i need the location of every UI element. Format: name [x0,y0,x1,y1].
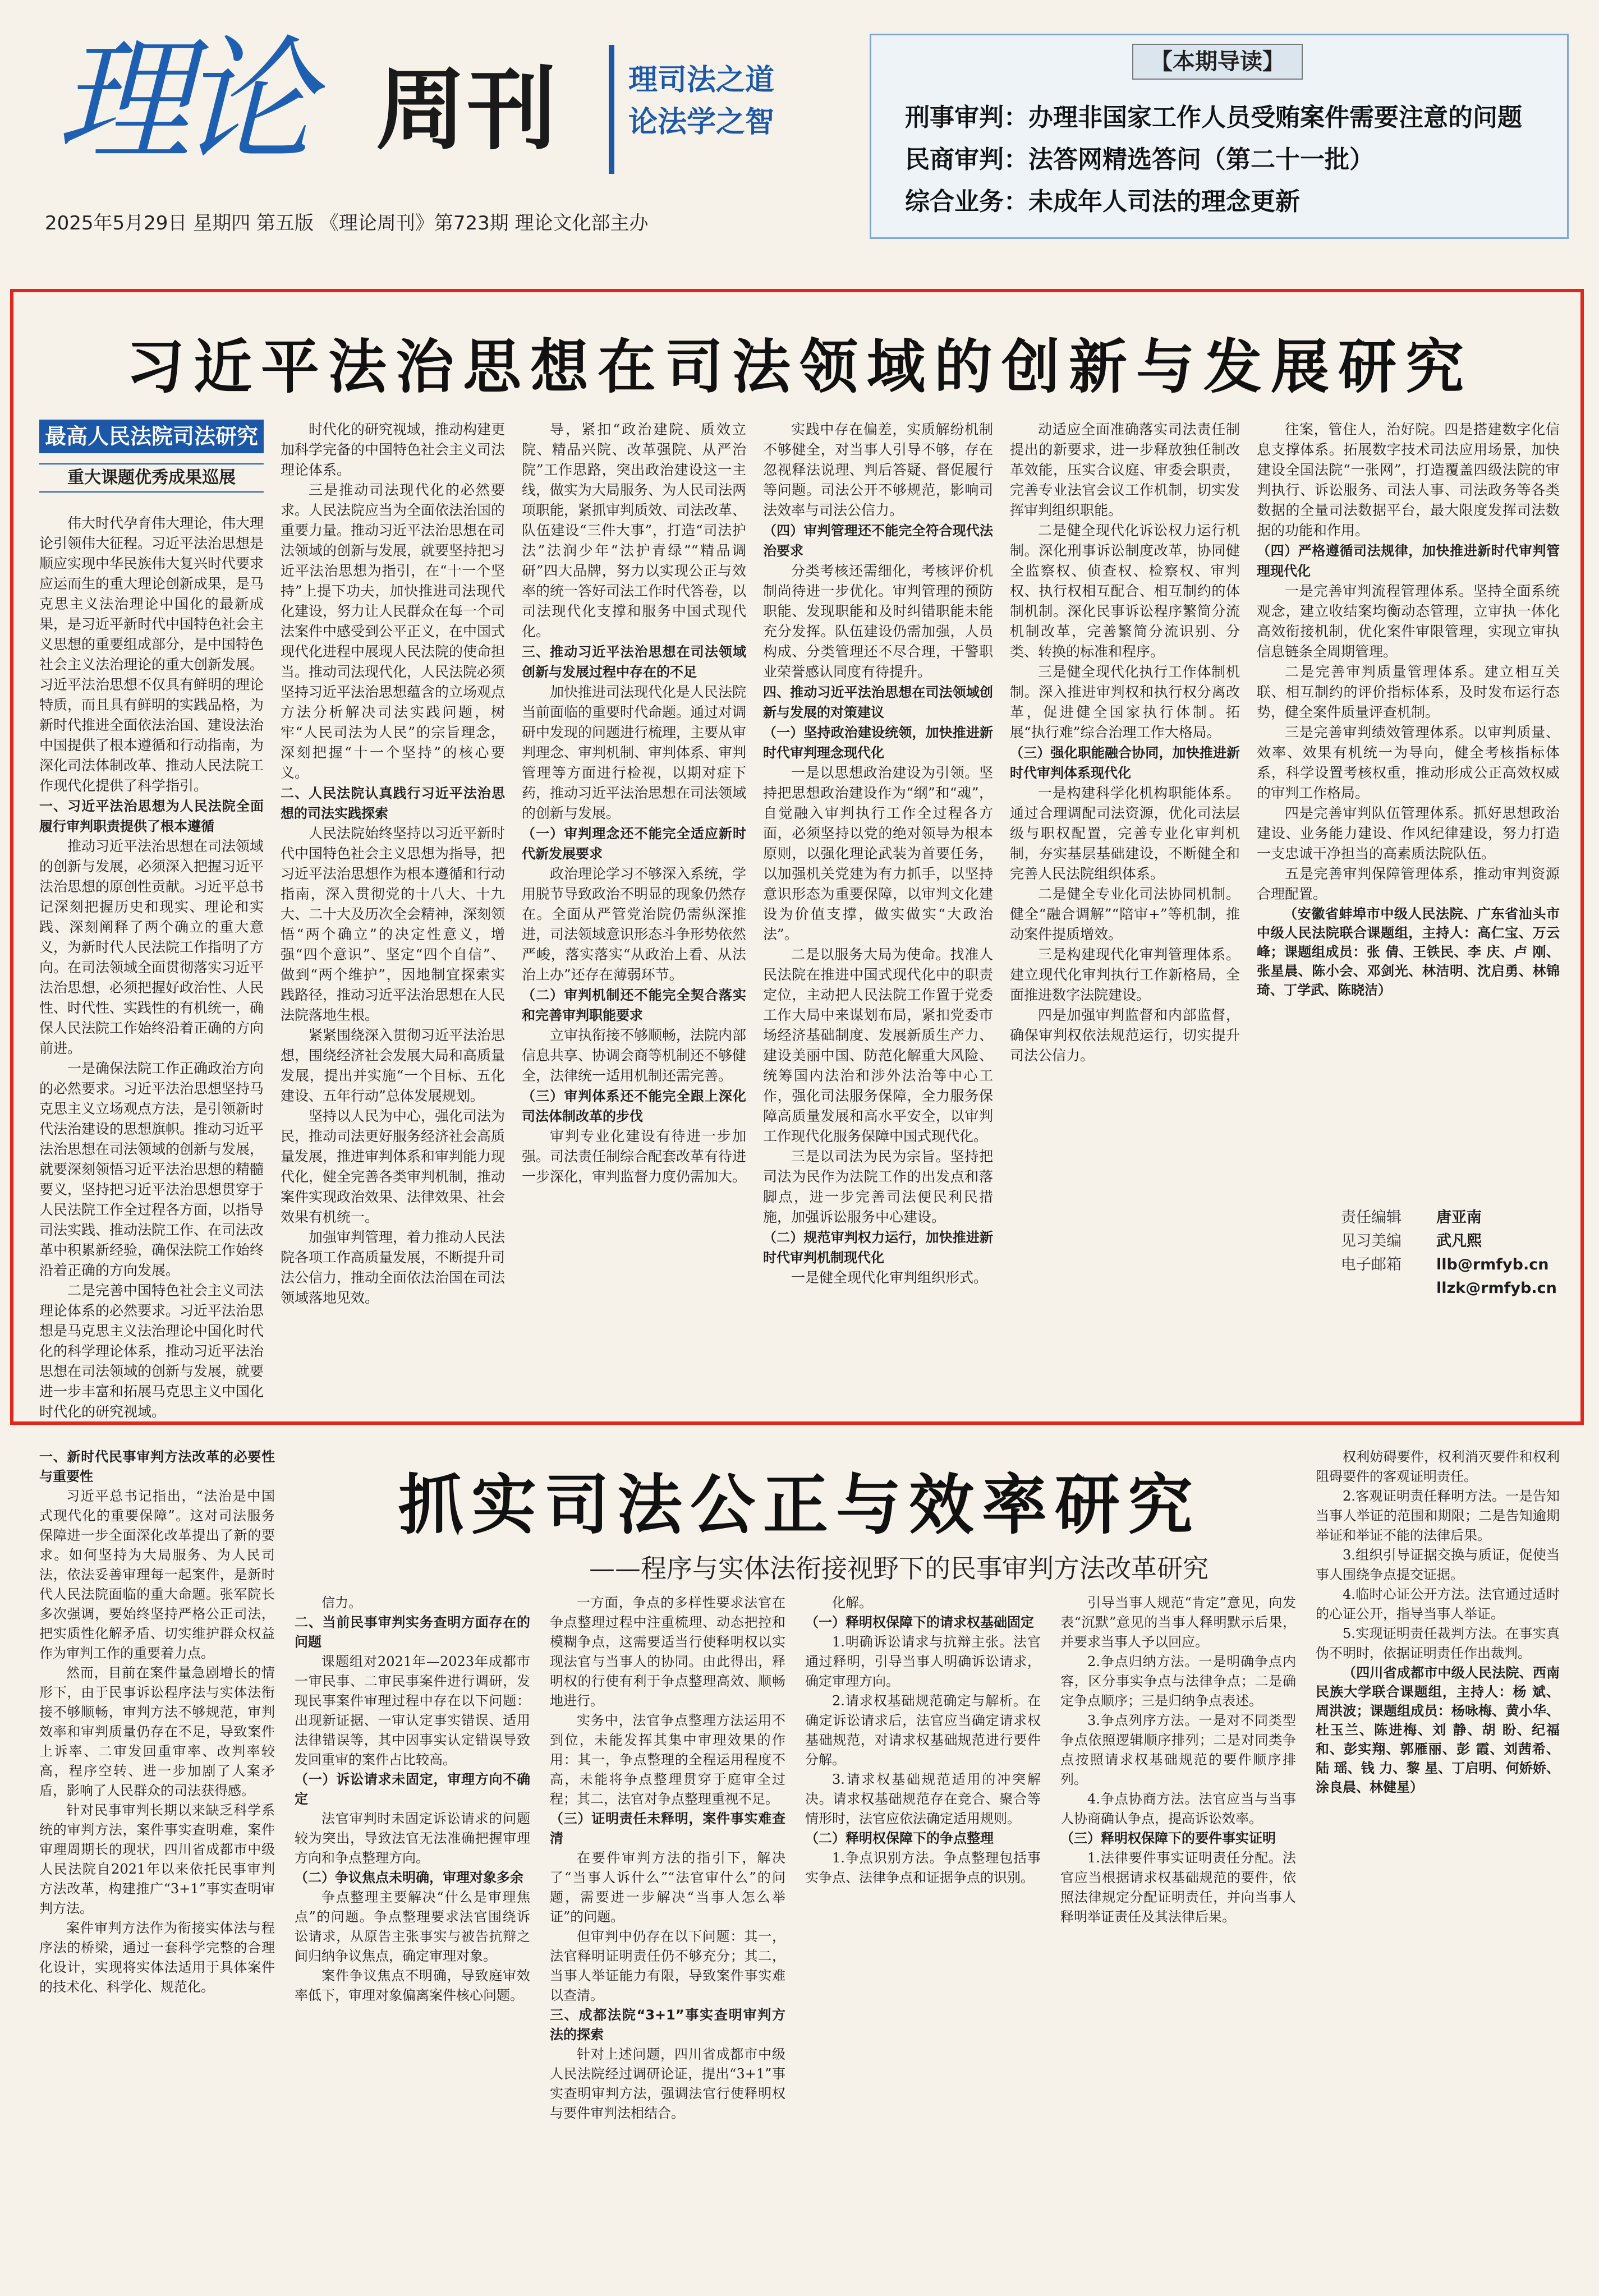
subsection-heading: （三）证明责任未释明，案件事实难查清 [550,1811,785,1846]
paragraph: 五是完善审判保障管理体系，推动审判资源合理配置。 [1257,866,1560,902]
paragraph: 3.组织引导证据交换与质证，促使当事人围绕争点提交证据。 [1316,1547,1560,1582]
research-group-credit: （安徽省蚌埠市中级人民法院、广东省汕头市中级人民法院联合课题组，主持人：高仁宝、万云峰；课题组成员：张 倩、王铁民、李 庆、卢 刚、张星晨、陈小会、邓剑光、林洁明、沈启勇、林锦琦、丁学武、陈晓洁） [1257,906,1560,998]
editor-label: 责任编辑 [1341,1209,1402,1226]
paragraph: 4.争点协商方法。法官应当与当事人协商确认争点，提高诉讼效率。 [1060,1791,1296,1826]
paragraph: 但审判中仍存在以下问题：其一，法官释明证明责任仍不够充分；其二，当事人举证能力有限，导致案件事实难以查清。 [550,1929,785,2003]
paragraph: 二是完善中国特色社会主义司法理论体系的必然要求。习近平法治思想是马克思主义法治理论中国化时代化的科学理论体系，推动习近平法治思想在司法领域的创新与发展，就要进一步丰富和拓展马克思主义中国化时代化的研究视域。 [39,1282,264,1420]
subsection-heading: （二）争议焦点未明确，审理对象多余 [295,1870,523,1885]
paragraph: 3.请求权基础规范适用的冲突解决。请求权基础规范存在竞合、聚合等情形时，法官应依法确定适用规则。 [805,1772,1041,1826]
paragraph: 加强审判管理，着力推动人民法院各项工作高质量发展，不断提升司法公信力，推动全面依法治国在司法领域落地见效。 [281,1229,506,1306]
subsection-heading: （三）审判体系还不能完全跟上深化司法体制改革的步伐 [522,1088,746,1124]
paragraph: 四是完善审判队伍管理体系。抓好思想政治建设、业务能力建设、作风纪律建设，努力打造一支忠诚干净担当的高素质法院队伍。 [1257,805,1560,862]
research-group-credit: （四川省成都市中级人民法院、西南民族大学联合课题组，主持人：杨 斌、周洪波；课题组成员：杨咏梅、黄小华、杜玉兰、陈进梅、刘 静、胡 盼、纪福和、彭实翔、郭雁丽、彭 霞、刘茜希、陆 瑶、钱 力、黎 星、丁启明、何娇娇、涂良晨、林健星） [1316,1665,1560,1795]
paragraph: 3.争点列序方法。一是对不同类型争点依照逻辑顺序排列；二是对同类争点按照请求权基础规范的要件顺序排列。 [1060,1713,1296,1787]
paragraph: 导，紧扣“政治建院、质效立院、精品兴院、改革强院、从严治院”工作思路，突出政治建设这一主线，做实为大局服务、为人民司法两项职能，紧抓审判质效、司法改革、队伍建设“三件大事”，打造“司法护法”法润少年“法护青绿”“精品调研”四大品牌，努力以实现公正与效率的统一答好司法工作时代答卷，以司法现代化支撑和服务中国式现代化。 [522,421,747,639]
paragraph: 1.法律要件事实证明责任分配。法官应当根据请求权基础规范的要件，依照法律规定分配证明责任，并向当事人释明举证责任及其法律后果。 [1060,1850,1296,1925]
article1-column-4 [763,420,993,1405]
paragraph: 一是构建科学化机构职能体系。通过合理调配司法资源，优化司法层级与职权配置，完善专业化审判机制，夯实基层基础建设，不断健全和完善人民法院组织体系。 [1010,785,1240,882]
paragraph: 5.实现证明责任裁判方法。在事实真伪不明时，依据证明责任作出裁判。 [1316,1626,1560,1661]
subsection-heading: （二）规范审判权力运行，加快推进新时代审判机制现代化 [763,1230,993,1266]
article1-column-3 [522,420,746,1405]
paragraph: 实践中存在偏差，实质解纷机制不够健全，对当事人引导不够，存在忽视释法说理、判后答疑、督促履行等问题。司法公开不够规范，影响司法效率与司法公信力。 [763,421,993,518]
paragraph: 坚持以人民为中心，强化司法为民，推动司法更好服务经济社会高质量发展，推进审判体系和审判能力现代化，健全完善各类审判机制，推动案件实现政治效果、法律效果、社会效果有机统一。 [281,1108,506,1225]
paragraph: 一是健全现代化审判组织形式。 [791,1269,988,1286]
subsection-heading: （三）强化职能融合协同，加快推进新时代审判体系现代化 [1010,745,1240,781]
paragraph: 审判专业化建设有待进一步加强。司法责任制综合配套改革有待进一步深化，审判监督力度仍需加大。 [522,1128,747,1185]
subsection-heading: （二）释明权保障下的争点整理 [805,1830,994,1846]
subsection-heading: （一）审判理念还不能完全适应新时代新发展要求 [522,826,746,862]
section-heading: 三、成都法院“3+1”事实查明审判方法的探索 [550,2007,785,2042]
paragraph: 争点整理主要解决“什么是审理焦点”的问题。争点整理要求法官围绕诉讼请求，从原告主张事实与被告抗辩之间归纳争议焦点，确定审理对象。 [295,1889,530,1964]
slogan-line-1: 理司法之道 [628,63,775,97]
paragraph: 分类考核还需细化，考核评价机制尚待进一步优化。审判管理的预防职能、发现职能和及时纠错职能未能充分发挥。队伍建设仍需加强，人员构成、分类管理还不尽合理，干警职业荣誉感认同度有待提升。 [763,563,993,680]
article1-column-5 [1010,420,1240,1405]
paragraph: 1.争点识别方法。争点整理包括事实争点、法律争点和证据争点的识别。 [805,1850,1041,1885]
article2-column-5 [1060,1593,1296,2277]
paragraph: 一是确保法院工作正确政治方向的必然要求。习近平法治思想坚持马克思主义立场观点方法，是引领新时代法治建设的思想旗帜。推动习近平法治思想在司法领域的创新与发展，就要深刻领悟习近平法治思想的精髓要义，坚持把习近平法治思想贯穿于人民法院工作全过程各方面，以指导司法实践、推动法院工作、在司法改革中积累新经验，确保法院工作始终沿着正确的方向发展。 [39,1060,264,1278]
paragraph: 法官审判时未固定诉讼请求的问题较为突出，导致法官无法准确把握审理方向和争点整理方向。 [295,1811,530,1866]
column-badge-title: 最高人民法院司法研究 [39,420,264,453]
paragraph: 四是加强审判监督和内部监督，确保审判权依法规范运行，切实提升司法公信力。 [1010,1007,1240,1064]
section-heading: 四、推动习近平法治思想在司法领域创新与发展的对策建议 [763,684,993,720]
issue-date-line: 2025年5月29日 星期四 第五版 《理论周刊》第723期 理论文化部主办 [45,212,649,234]
paragraph: 三是推动司法现代化的必然要求。人民法院应当为全面依法治国的重要力量。推动习近平法治思想在司法领域的创新与发展，就要坚持把习近平法治思想为指引，在“十一个坚持”上提下功夫，加快推进司法现代化建设，努力让人民群众在每一个司法案件中感受到公平正义，在中国式现代化进程中展现人民法院的使命担当。推动司法现代化，人民法院必须坚持习近平法治思想蕴含的立场观点方法分析解决司法实践问题，树牢“人民司法为人民”的宗旨理念，深刻把握“十一个坚持”的核心要义。 [281,482,506,781]
issue-guide-heading: 【本期导读】 [1132,44,1303,80]
paragraph: 加快推进司法现代化是人民法院当前面临的重要时代命题。通过对调研中发现的问题进行梳理，主要从审判理念、审判机制、审判体系、审判管理等方面进行检视，以期对症下药，推动习近平法治思想在司法领域的创新与发展。 [522,684,747,821]
paragraph: 在要件审判方法的指引下，解决了“当事人诉什么”“法官审什么”的问题，需要进一步解决“当事人怎么举证”的问题。 [550,1850,785,1925]
article1-column-6 [1257,420,1560,1194]
paragraph: 政治理论学习不够深入系统，学用脱节导致政治不明显的现象仍然存在。全面从严管党治院仍需纵深推进，司法领域意识形态斗争形势依然严峻，落实落实“从政治上看、从法治上办”还存在薄弱环节。 [522,866,747,983]
subsection-heading: （四）严格遵循司法规律，加快推进新时代审判管理现代化 [1257,543,1560,579]
guide-item-civil[interactable]: 民商审判：法答网精选答问（第二十一批） [905,145,1374,174]
masthead [34,22,1565,236]
article2-column-2 [295,1593,530,2277]
article1-title: 习近平法治思想在司法领域的创新与发展研究 [126,332,1473,401]
paragraph: 习近平总书记指出，“法治是中国式现代化的重要保障”。这对司法服务保障进一步全面深化改革提出了新的要求。如何坚持为大局服务、为人民司法，依法妥善审理每一起案件，是新时代人民法院面临的重大命题。张军院长多次强调，要始终坚持严格公正司法，把实质性化解矛盾、切实维护群众权益作为审判工作的重要着力点。 [39,1488,275,1661]
paragraph: 二是完善审判质量管理体系。建立相互关联、相互制约的评价指标体系，及时发布运行态势，健全案件质量评查机制。 [1257,664,1560,720]
paragraph: 时代化的研究视域，推动构建更加科学完备的中国特色社会主义司法理论体系。 [281,421,506,478]
paragraph: 然而，目前在案件量急剧增长的情形下，由于民事诉讼程序法与实体法衔接不够顺畅，审判方法不够规范，审判效率和审判质量仍存在不足，导致案件上诉率、二审发回重审率、改判率较高，程序空转、进一步加剧了人案矛盾，影响了人民群众的司法获得感。 [39,1665,275,1798]
paragraph: 推动习近平法治思想在司法领域的创新与发展，必须深入把握习近平法治思想的原创性贡献。习近平总书记深刻把握历史和现实、理论和实践、深刻阐释了两个确立的重大意义，为新时代人民法院工作指明了方向。在司法领域全面贯彻落实习近平法治思想，必须把握好政治性、人民性、时代性、实践性的有机统一，确保人民法院工作始终沿着正确的方向前进。 [39,838,264,1056]
article2-column-4 [805,1593,1041,2277]
section-heading: 二、人民法院认真践行习近平法治思想的司法实践探索 [281,785,505,821]
paragraph: 信力。 [321,1595,362,1611]
paragraph: 化解。 [832,1595,872,1611]
paragraph: 人民法院始终坚持以习近平新时代中国特色社会主义思想为指导，把习近平法治思想作为根本遵循和行动指南，深入贯彻党的十八大、十九大、二十大及历次全会精神，深刻领悟“两个确立”的决定性意义，增强“四个意识”、坚定“四个自信”、做到“两个维护”，因地制宜探索实践路径，推动习近平法治思想在人民法院落地生根。 [281,825,506,1023]
paragraph: 实务中，法官争点整理方法运用不到位，未能发挥其集中审理效果的作用：其一，争点整理的全程运用程度不高，未能将争点整理贯穿于庭审全过程；其二，法官对争点整理重视不足。 [550,1713,785,1807]
column-badge [39,420,264,498]
issue-guide-box [870,34,1569,239]
email-label: 电子邮箱 [1341,1256,1402,1273]
paragraph: 2.请求权基础规范确定与解析。在确定诉讼请求后，法官应当确定请求权基础规范，对请求权基础规范进行要件分解。 [805,1693,1041,1768]
masthead-title-zhoukan: 周刊 [376,57,558,162]
subsection-heading: （一）释明权保障下的请求权基础固定 [805,1614,1034,1630]
designer-name: 武凡熙 [1436,1232,1482,1250]
paragraph: 一是以思想政治建设为引领。坚持把思想政治建设作为“纲”和“魂”，自觉融入审判执行工作全过程各方面，必须坚持以党的绝对领导为根本原则，以强化理论武装为首要任务，以加强机关党建为有力抓手，以坚持意识形态为重要保障，以审判文化建设为价值支撑，做实做实“大政治法”。 [763,765,993,942]
paragraph: 2.争点归纳方法。一是明确争点内容，区分事实争点与法律争点；二是确定争点顺序；三是归纳争点表述。 [1060,1654,1296,1709]
guide-item-criminal[interactable]: 刑事审判：办理非国家工作人员受贿案件需要注意的问题 [905,103,1522,132]
paragraph: 针对民事审判长期以来缺乏科学系统的审判方法，案件事实查明难，案件审理周期长的现状，四川省成都市中级人民法院自2021年以来依托民事审判方法改革，构建推广“3+1”事实查明审判方法。 [39,1802,275,1916]
paragraph: 动适应全面准确落实司法责任制提出的新要求，进一步释放独任制改革效能，压实合议庭、审委会职责，完善专业法官会议工作机制，切实发挥审判组织职能。 [1010,421,1240,518]
column-badge-subtitle: 重大课题优秀成果巡展 [39,463,264,493]
paragraph: 二是以服务大局为使命。找准人民法院在推进中国式现代化中的职责定位，主动把人民法院工作置于党委工作大局中来谋划布局，紧扣党委市场经济基础制度、发展新质生产力、建设美丽中国、防范化解重大风险、统筹国内法治和涉外法治等中心工作，强化司法服务保障，全力服务保障高质量发展和高水平安全，以审判工作现代化服务保障中国式现代化。 [763,946,993,1144]
paragraph: 1.明确诉讼请求与抗辩主张。法官通过释明，引导当事人明确诉讼请求，确定审理方向。 [805,1634,1041,1689]
article2-title: 抓实司法公正与效率研究 [398,1467,1201,1543]
article1-column-1 [39,513,264,1420]
paragraph: 往案，管住人，治好院。四是搭建数字化信息支撑体系。拓展数字技术司法应用场景，加快建设全国法院“一张网”，打造覆盖四级法院的审判执行、诉讼服务、司法人事、司法政务等各类数据的全量司法数据平台，最大限度发挥司法数据的功能和作用。 [1257,421,1560,539]
masthead-title-li: 理论 [56,22,304,180]
paragraph: 紧紧围绕深入贯彻习近平法治思想，围绕经济社会发展大局和高质量发展，提出并实施“一个目标、五化建设、五年行动”总体发展规划。 [281,1027,506,1104]
section-heading: 一、习近平法治思想为人民法院全面履行审判职责提供了根本遵循 [39,798,264,834]
subsection-heading: （四）审判管理还不能完全符合现代法治要求 [763,523,993,559]
article2-column-6 [1316,1447,1560,2277]
paragraph: 案件争议焦点不明确，导致庭审效率低下，审理对象偏离案件核心问题。 [295,1968,530,2003]
paragraph: 课题组对2021年—2023年成都市一审民事、二审民事案件进行调研，发现民事案件审理过程中存在以下问题：出现新证据、一审认定事实错误、适用法律错误等，其中因事实认定错误导致发回重审的案件占比较高。 [295,1654,530,1768]
editor-info [1341,1206,1557,1300]
guide-item-general[interactable]: 综合业务：未成年人司法的理念更新 [905,187,1300,216]
paragraph: 针对上述问题，四川省成都市中级人民法院经过调研论证，提出“3+1”事实查明审判方法，强调法官行使释明权与要件审判法相结合。 [550,2046,785,2121]
section-heading: 一、新时代民事审判方法改革的必要性与重要性 [39,1449,275,1484]
paragraph: 三是构建现代化审判管理体系。建立现代化审判执行工作新格局，全面推进数字法院建设。 [1010,946,1240,1003]
section-heading: 三、推动习近平法治思想在司法领域创新与发展过程中存在的不足 [522,644,746,680]
paragraph: 案件审判方法作为衔接实体法与程序法的桥梁，通过一套科学完整的合理化设计，实现将实体法适用于具体案件的技术化、科学化、规范化。 [39,1920,275,1995]
article2-subtitle: ——程序与实体法衔接视野下的民事审判方法改革研究 [589,1553,1209,1584]
paragraph: 三是以司法为民为宗旨。坚持把司法为民作为法院工作的出发点和落脚点，进一步完善司法便民利民措施，加强诉讼服务中心建设。 [763,1148,993,1225]
subsection-heading: （一）坚持政治建设统领，加快推进新时代审判理念现代化 [763,725,993,761]
designer-label: 见习美编 [1341,1232,1402,1250]
slogan-line-2: 论法学之智 [628,105,775,139]
email-link-2[interactable]: llzk@rmfyb.cn [1436,1280,1557,1297]
subsection-heading: （二）审判机制还不能完全契合落实和完善审判职能要求 [522,987,746,1023]
paragraph: 二是健全现代化诉讼权力运行机制。深化刑事诉讼制度改革，协同健全监察权、侦查权、检察权、审判权、执行权相互配合、相互制约的体制机制。深化民事诉讼程序繁简分流机制改革，完善繁简分流识别、分类、转换的标准和程序。 [1010,522,1240,660]
paragraph: 4.临时心证公开方法。法官通过适时的心证公开，指导当事人举证。 [1316,1586,1560,1622]
paragraph: 权利妨碍要件，权利消灭要件和权利阻碍要件的客观证明责任。 [1316,1449,1560,1484]
article2-column-1 [39,1447,275,2277]
paragraph: 立审执衔接不够顺畅，法院内部信息共享、协调会商等机制还不够健全，法律统一适用机制还需完善。 [522,1027,747,1084]
section-heading: 二、当前民事审判实务查明方面存在的问题 [295,1614,530,1650]
paragraph: 引导当事人规范“肯定”意见，向发表“沉默”意见的当事人释明默示后果，并要求当事人予以回应。 [1060,1595,1296,1650]
paragraph: 2.客观证明责任释明方法。一是告知当事人举证的范围和期限；二是告知逾期举证和举证不能的法律后果。 [1316,1488,1560,1543]
paragraph: 一是完善审判流程管理体系。坚持全面系统观念，建立收结案均衡动态管理，立审执一体化高效衔接机制，优化案件审限管理，实现立审执信息链条全周期管理。 [1257,583,1560,660]
article1-column-2 [281,420,505,1405]
subsection-heading: （一）诉讼请求未固定，审理方向不确定 [295,1772,530,1807]
email-link[interactable]: llb@rmfyb.cn [1436,1256,1549,1273]
editor-name: 唐亚南 [1436,1209,1482,1226]
paragraph: 三是完善审判绩效管理体系。以审判质量、效率、效果有机统一为导向，健全考核指标体系，科学设置考核权重，推动形成公正高效权威的审判工作格局。 [1257,724,1560,801]
paragraph: 二是健全专业化司法协同机制。健全“融合调解”“陪审+”等机制，推动案件提质增效。 [1010,886,1240,942]
subsection-heading: （三）释明权保障下的要件事实证明 [1060,1830,1276,1846]
paragraph: 一方面，争点的多样性要求法官在争点整理过程中注重梳理、动态把控和模糊争点，这需要适当行使释明权以实现法官与当事人的协同。由此得出，释明权的行使有利于争点整理高效、顺畅地进行。 [550,1595,785,1709]
article2-column-3 [550,1593,785,2277]
paragraph: 伟大时代孕育伟大理论，伟大理论引领伟大征程。习近平法治思想是顺应实现中华民族伟大复兴时代要求应运而生的重大理论创新成果，是马克思主义法治理论中国化的最新成果，是习近平新时代中国特色社会主义思想的重要组成部分，是中国特色社会主义法治理论的重大创新发展。习近平法治思想不仅具有鲜明的理论特质，而且具有鲜明的实践品格，为新时代推进全面依法治国、建设法治中国提供了根本遵循和行动指南，为深化司法体制改革、推动人民法院工作现代化提供了科学指引。 [39,515,264,794]
paragraph: 三是健全现代化执行工作体制机制。深入推进审判权和执行权分离改革，促进健全国家执行体制。拓展“执行难”综合治理工作大格局。 [1010,664,1240,740]
